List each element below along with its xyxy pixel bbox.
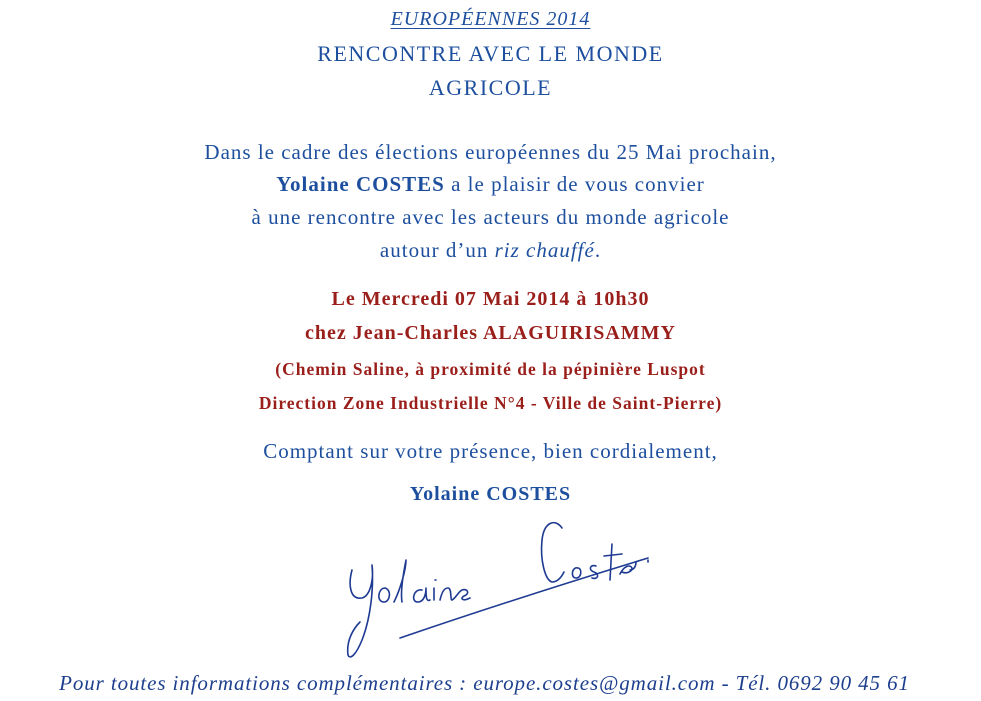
event-tag-text: EUROPÉENNES 2014	[390, 8, 591, 30]
intro-line-2-rest: a le plaisir de vous convier	[444, 172, 705, 196]
title-line-1: RENCONTRE AVEC LE MONDE	[317, 41, 664, 66]
dish-name: riz chauffé	[494, 238, 595, 262]
event-tag	[0, 8, 981, 31]
event-date: Le Mercredi 07 Mai 2014 à 10h30	[331, 288, 650, 310]
title-line-2: AGRICOLE	[428, 75, 553, 100]
intro-line-3: à une rencontre avec les acteurs du monde agricole	[251, 205, 730, 229]
intro-line-4-prefix: autour d’un	[379, 238, 495, 262]
intro-line-4	[0, 238, 981, 263]
intro-line-1: Dans le cadre des élections européennes du 25 Mai prochain,	[204, 140, 777, 164]
event-venue: chez Jean-Charles ALAGUIRISAMMY	[305, 322, 676, 344]
closing-greeting: Comptant sur votre présence, bien cordialement,	[263, 439, 718, 463]
host-name: Yolaine COSTES	[276, 172, 445, 196]
footer-contact: Pour toutes informations complémentaires : europe.costes@gmail.com - Tél. 0692 90 45 61	[59, 671, 910, 695]
event-address-1: (Chemin Saline, à proximité de la pépinière Luspot	[275, 359, 706, 379]
intro-line-4-suffix: .	[594, 238, 602, 262]
signatory-name: Yolaine COSTES	[409, 483, 572, 505]
intro-line-2	[0, 172, 981, 197]
event-address-2: Direction Zone Industrielle N°4 - Ville de Saint-Pierre)	[258, 393, 723, 413]
handwritten-signature	[330, 510, 670, 670]
